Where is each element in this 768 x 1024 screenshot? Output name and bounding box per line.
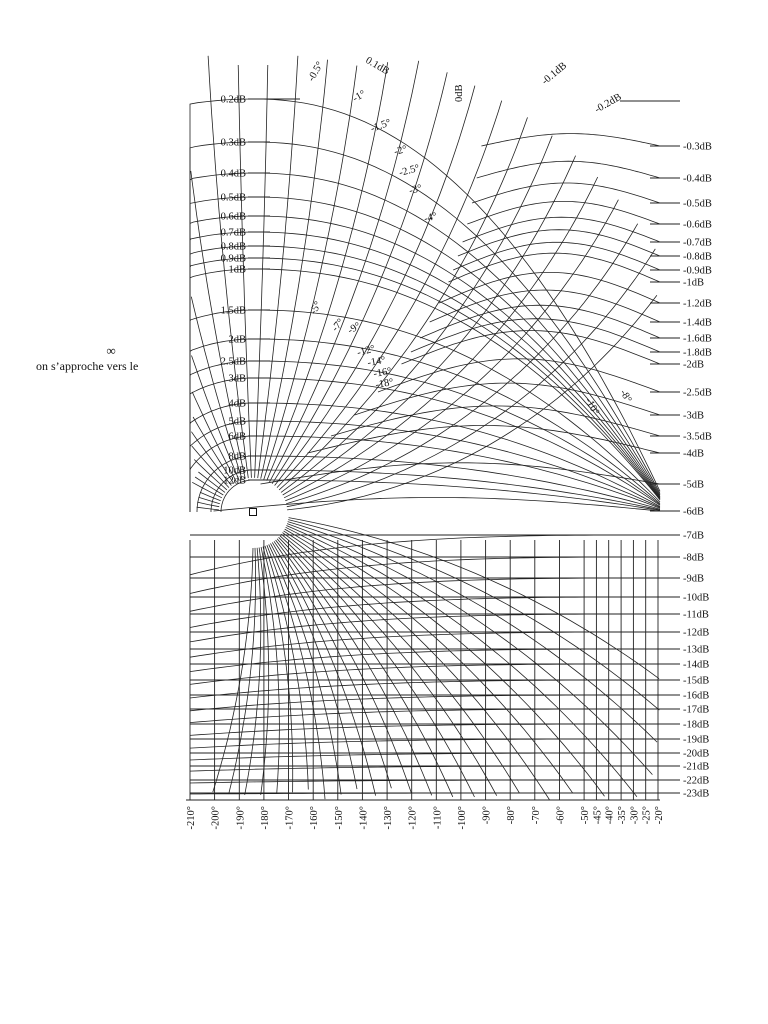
right-gain-label: -20dB (683, 748, 710, 760)
phase-contour-label: -12° (355, 343, 377, 359)
phase-contour-label: -7° (329, 316, 347, 334)
phase-contour-label: -2° (392, 143, 409, 158)
right-gain-label: -0.7dB (683, 237, 712, 249)
gain-contour (190, 709, 660, 723)
right-gain-label: -8dB (683, 552, 704, 564)
closed-loop-phase-contours (191, 56, 660, 800)
phase-contour (285, 200, 618, 501)
gain-contour (458, 230, 660, 256)
left-gain-label: 5dB (228, 416, 246, 428)
right-gain-label: -2.5dB (683, 387, 712, 399)
right-gain-label: -15dB (683, 675, 710, 687)
left-gain-label: 2.5dB (220, 356, 246, 368)
left-gain-label: 1.5dB (220, 305, 246, 317)
phase-contour-label: -18° (374, 376, 395, 391)
phase-contour-label: -14° (366, 354, 387, 369)
phase-contour-label: -4° (422, 210, 439, 225)
phase-contour (271, 543, 358, 789)
closed-loop-gain-contours (190, 99, 660, 794)
left-gain-label: 0.5dB (220, 192, 246, 204)
gain-contour (211, 470, 660, 512)
right-gain-label: -18dB (683, 719, 710, 731)
right-gain-label: -7dB (683, 530, 704, 542)
phase-contour-label: -8° (617, 388, 634, 405)
x-tick-label: -210° (186, 806, 197, 830)
right-gain-label: -4dB (683, 448, 704, 460)
phase-contour (283, 156, 576, 495)
right-gain-label: -14dB (683, 659, 710, 671)
right-gain-label: -17dB (683, 704, 710, 716)
phase-contour (258, 56, 298, 478)
x-tick-label: -190° (235, 806, 247, 830)
right-gain-label: -0.3dB (683, 141, 712, 153)
phase-contour (284, 177, 598, 498)
right-gain-label: -2dB (683, 359, 704, 371)
top-contour-label: -0.2dB (593, 91, 624, 116)
phase-contour (197, 507, 219, 510)
x-tick-label: -80° (506, 806, 518, 825)
right-gain-label: -1.4dB (683, 317, 712, 329)
right-gain-label: -1dB (683, 277, 704, 289)
infinity-symbol: ∞ (106, 343, 116, 358)
gain-contour (214, 498, 661, 512)
right-gain-label: -0.9dB (683, 265, 712, 277)
phase-contour (200, 492, 221, 500)
right-gain-label: -6dB (683, 506, 704, 518)
left-gain-label: 2dB (228, 334, 246, 346)
phase-contour-label: -2.5° (397, 162, 421, 179)
x-tick-label: -90° (481, 806, 493, 825)
left-gain-label: 1dB (228, 264, 246, 276)
left-gain-label: 0.8dB (220, 241, 246, 253)
gain-contour (190, 99, 660, 512)
right-gain-label: -0.4dB (683, 173, 712, 185)
right-gain-label: -0.5dB (683, 198, 712, 210)
x-tick-label: -140° (358, 806, 370, 830)
gain-contour (190, 421, 660, 512)
x-tick-label: -70° (530, 806, 542, 825)
phase-contour-label: -1.5° (369, 117, 393, 135)
phase-contour-label: -10° (582, 396, 602, 418)
right-gain-label: -0.8dB (683, 251, 712, 263)
left-gain-label: 8dB (228, 451, 246, 463)
gain-contour (467, 201, 660, 224)
right-gain-label: -1.2dB (683, 298, 712, 310)
right-gain-label: -13dB (683, 644, 710, 656)
right-gain-label: -3.5dB (683, 431, 712, 443)
top-contour-label: -1° (351, 88, 368, 105)
right-gain-label: -11dB (683, 609, 709, 621)
phase-contour (280, 536, 475, 797)
x-tick-label: -160° (309, 806, 321, 830)
top-contour-label: 0dB (454, 84, 465, 102)
x-tick-label: -25° (641, 806, 653, 825)
x-tick-label: -100° (456, 806, 468, 830)
x-tick-label: -180° (259, 806, 271, 830)
x-tick-label: -40° (604, 806, 616, 825)
x-tick-label: -130° (383, 806, 395, 830)
top-contour-label: -0.1dB (539, 60, 570, 88)
right-gain-label: -12dB (683, 627, 710, 639)
x-tick-label: -60° (555, 806, 567, 825)
x-tick-label: -110° (432, 806, 444, 830)
top-contour-label: -0.5° (306, 59, 327, 84)
right-gain-label: -21dB (683, 761, 710, 773)
x-tick-label: -20° (654, 806, 665, 825)
phase-contour-label: -3° (407, 182, 424, 197)
x-tick-label: -35° (617, 806, 629, 825)
gain-contour (355, 383, 661, 418)
top-contour-label: 0.1dB (363, 55, 391, 78)
gain-contour (190, 339, 660, 512)
phase-contour (286, 527, 605, 796)
x-tick-label: -30° (629, 806, 641, 825)
gain-contour (190, 246, 660, 512)
x-tick-label: -150° (333, 806, 345, 830)
critical-point-marker (250, 509, 257, 516)
right-gain-label: -5dB (683, 479, 704, 491)
phase-contour (289, 518, 659, 679)
left-gain-label: 0.4dB (220, 168, 246, 180)
left-gain-label: 12dB (223, 475, 246, 487)
chart-frame (186, 99, 680, 800)
left-gain-label: 10dB (223, 465, 246, 477)
left-gain-label: 3dB (228, 373, 246, 385)
left-gain-label: 4dB (228, 398, 246, 410)
right-gain-label: -1.8dB (683, 347, 712, 359)
right-gain-label: -19dB (683, 734, 710, 746)
left-gain-label: 0.3dB (220, 137, 246, 149)
phase-contour-label: -16° (372, 365, 393, 380)
gain-contour (331, 406, 660, 436)
phase-contour-label: -9° (346, 320, 363, 337)
left-gain-label: 6dB (228, 431, 246, 443)
phase-contour (277, 101, 502, 488)
gain-contour (481, 134, 660, 146)
phase-contour-label: -5° (308, 299, 325, 317)
right-gain-label: -1.6dB (683, 333, 712, 345)
gain-contour (411, 319, 660, 352)
gain-contour (477, 161, 660, 178)
phase-contour (194, 460, 227, 490)
right-gain-label: -16dB (683, 690, 710, 702)
right-gain-label: -23dB (683, 788, 710, 800)
left-gain-label: 0.6dB (220, 211, 246, 223)
left-gain-label: 0.9dB (220, 253, 246, 265)
right-gain-label: -10dB (683, 592, 710, 604)
gain-contour (190, 724, 660, 735)
left-gain-label: 0.2dB (220, 94, 246, 106)
gain-contour (190, 753, 660, 760)
right-gain-label: -0.6dB (683, 219, 712, 231)
right-gain-label: -22dB (683, 775, 710, 787)
left-gain-label: 0.7dB (220, 227, 246, 239)
annotation-text: on s’approche vers le (36, 359, 139, 373)
right-gain-label: -3dB (683, 410, 704, 422)
gain-contour (190, 766, 660, 771)
x-tick-label: -45° (592, 806, 604, 825)
x-tick-label: -200° (210, 806, 222, 830)
x-tick-label: -50° (580, 806, 592, 825)
x-tick-label: -120° (407, 806, 419, 830)
right-gain-label: -9dB (683, 573, 704, 585)
x-tick-label: -170° (284, 806, 296, 830)
